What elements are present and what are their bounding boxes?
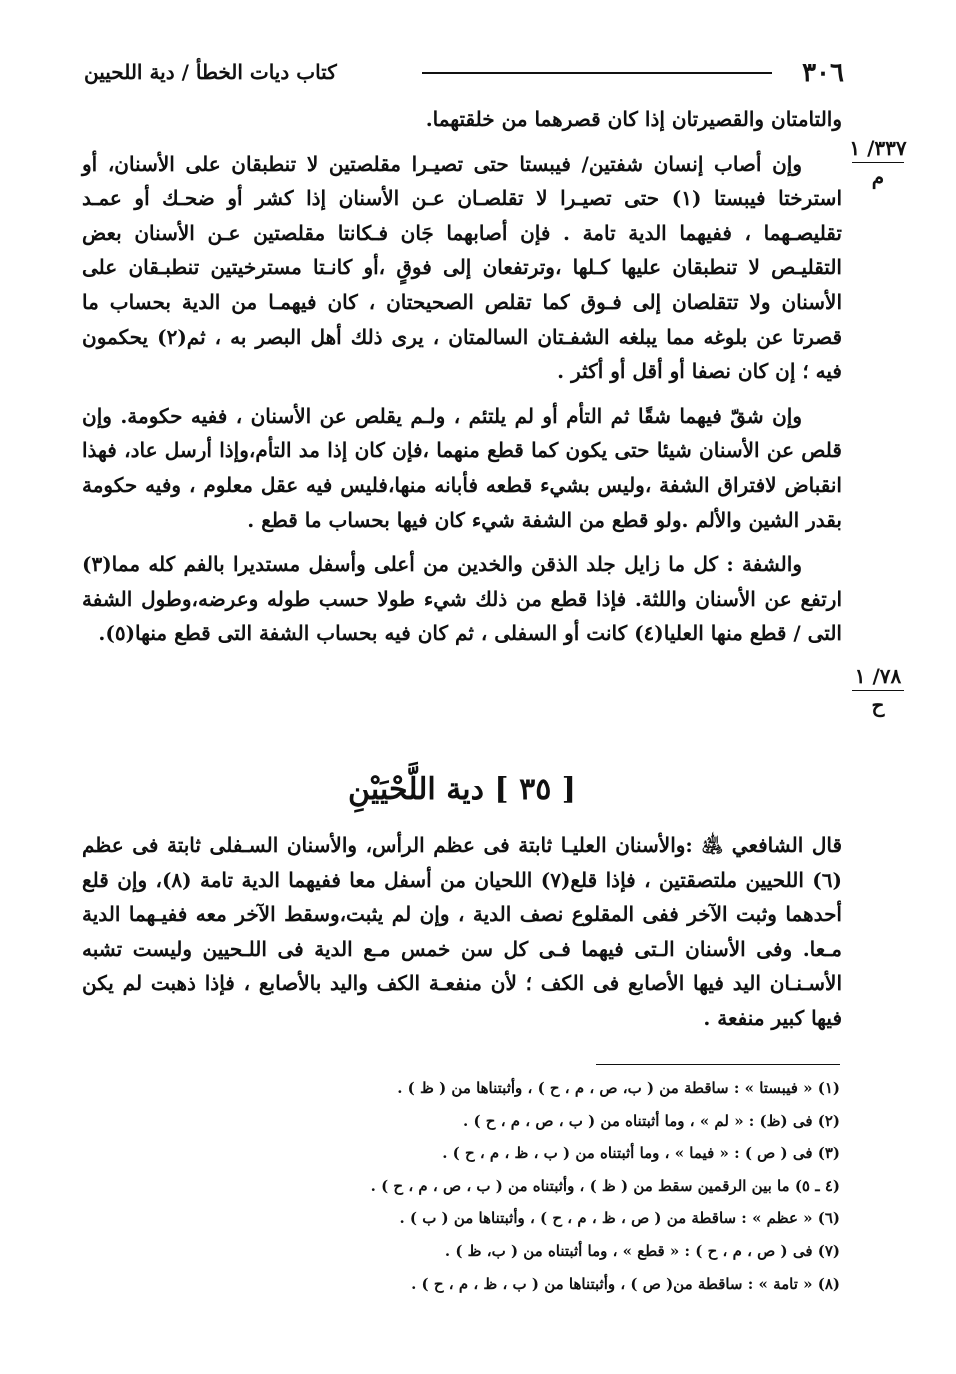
page-number: ٣٠٦: [802, 58, 844, 88]
footnote: (٤ ـ ٥) ما بين الرقمين سقط من ( ظ ) ، وأثبتناه من ( ب ، ص ، م ، ح ) .: [370, 1176, 840, 1195]
margin-note-manuscript-ref: [848, 664, 908, 717]
page-header: [84, 52, 844, 92]
footnote: (٧) فى ( ص ، م ، ح ) : « قطع » ، وما أثبتناه من ( ب، ظ ) .: [444, 1241, 840, 1260]
running-title: كتاب ديات الخطأ / دية اللحيين: [84, 60, 337, 84]
footnotes: [300, 1072, 840, 1300]
chapter-title: [ ٣٥ ] دية اللَّحْيَيْنِ: [348, 772, 576, 807]
paragraph: والتامتان والقصيرتان إذا كان قصرهما من خلقتهما.: [425, 107, 842, 131]
paragraph: وإن أصاب إنسان شفتين/ فيبستا حتى تصيـرا مقلصتين لا تنطبقان على الأسنان، أو استرختا فيبستا (١) حتى تصيـرا لا تقلصـان عـن الأسنان إذا كشر أو ضحـك أو عمـد تقليصـهما ، ففيهما الدية تامة . فإن أصابهما جَان فـكانتا مقلصتين عـن الأسنان بعض التقليـص لا تنطبقان عليها كـلها ،وترتفعان إلى فوقٍ ،أو كانـتا مسترخيتين تنطبـقان على الأسنان ولا تتقلصان إلى فـوق كما تقلص الصحيحتان ، كان فيهمـا من الدية بحساب ما قصرتا عن بلوغه مما يبلغه الشفـتان السالمتان ، يرى ذلك أهل البصر به ، ثم(٢) يحكمون فيه ؛ إن كان نصفا أو أقل أو أكثر .: [82, 151, 843, 384]
margin-note-divider: [852, 690, 904, 691]
paragraph: قال الشافعي ﵁ :والأسنان العليـا ثابتة فى عظم الرأس، والأسنان السـفلى ثابتة فى عظم (٦) اللحيين ملتصقتين ، فإذا قلع(٧) اللحيان من أسفل معا ففيهما الدية تامة (٨)، وإن قلع أحدهما وثبت الآخر ففى المقلوع نصف الدية ، وإن لم يثبت،وسقط الآخر معه ففيـهما الدية مـعا. وفى الأسنان الـتى فيهما فـى كل سن خمس مـع الدية فى اللـحيين وليست تشبه الأسـنـان اليد فيها الأصابع فى الكف ؛ لأن منفعـة الكف واليد بالأصابع ، فإذا ذهبت لم يكن فيها كبير منفعة .: [82, 833, 842, 1030]
margin-note-letter: م: [871, 165, 885, 189]
margin-note-letter: ح: [871, 693, 885, 717]
footnote: (٦) « عظم » : ساقطة من ( ص ، ظ ، م ، ح ) ، وأثبتناها من ( ب ) .: [399, 1209, 840, 1228]
header-rule: [422, 72, 772, 74]
paragraph: وإن شقّ فيهما شقًا ثم التأم أو لم يلتئم ، ولـم يقلص عن الأسنان ، ففيه حكومة. وإن قلص عن الأسنان شيئا حتى يكون كما قطع منهما ،فإن كان إذا مد التأم،وإذا أرسل عاد، فهذا انقباض لافتراق الشفة ،وليس بشيء قطعه فأبانه منها،فليس فيه عقل معلوم ، وفيه حكومة بقدر الشين والألم .ولو قطع من الشفة شيء كان فيها بحساب ما قطع .: [82, 403, 842, 532]
margin-note-number: ٣٣٧/ ١: [849, 136, 907, 160]
margin-note-manuscript-ref: [848, 136, 908, 189]
footnote: (٣) فى ( ص ) : « فيما » ، وما أثبتناه من ( ب ، ظ ، م ، ح ) .: [442, 1144, 840, 1163]
margin-note-number: ٧٨/ ١: [854, 664, 902, 688]
footnote: (١) « فيبستا » : ساقطة من ( ب، ص ، م ، ح ) ، وأثبتناها من ( ظ ) .: [397, 1079, 840, 1097]
main-text: [82, 102, 842, 651]
paragraph: والشفة : كل ما زايل جلد الذقن والخدين من أعلى وأسفل مستديرا بالفم كله مما(٣) ارتفع عن الأسنان واللثة. فإذا قطع من ذلك شيء طولا حسب طوله وعرضه،وطول الشفة التى / قطع منها العليا(٤) كانت أو السفلى ، ثم كان فيه بحساب الشفة التى قطع منها(٥).: [82, 552, 842, 646]
footnote: (٢) فى (ظ) : « لم » ، وما أثبتناه من ( ب ، ص ، م ، ح ) .: [463, 1111, 840, 1130]
footnote: (٨) « تامة » : ساقطة من( ص ) ، وأثبتناها من ( ب ، ظ ، م ، ح ) .: [411, 1274, 840, 1293]
margin-note-divider: [852, 162, 904, 163]
footnote-divider: [596, 1064, 840, 1065]
chapter-text: [82, 828, 842, 1036]
